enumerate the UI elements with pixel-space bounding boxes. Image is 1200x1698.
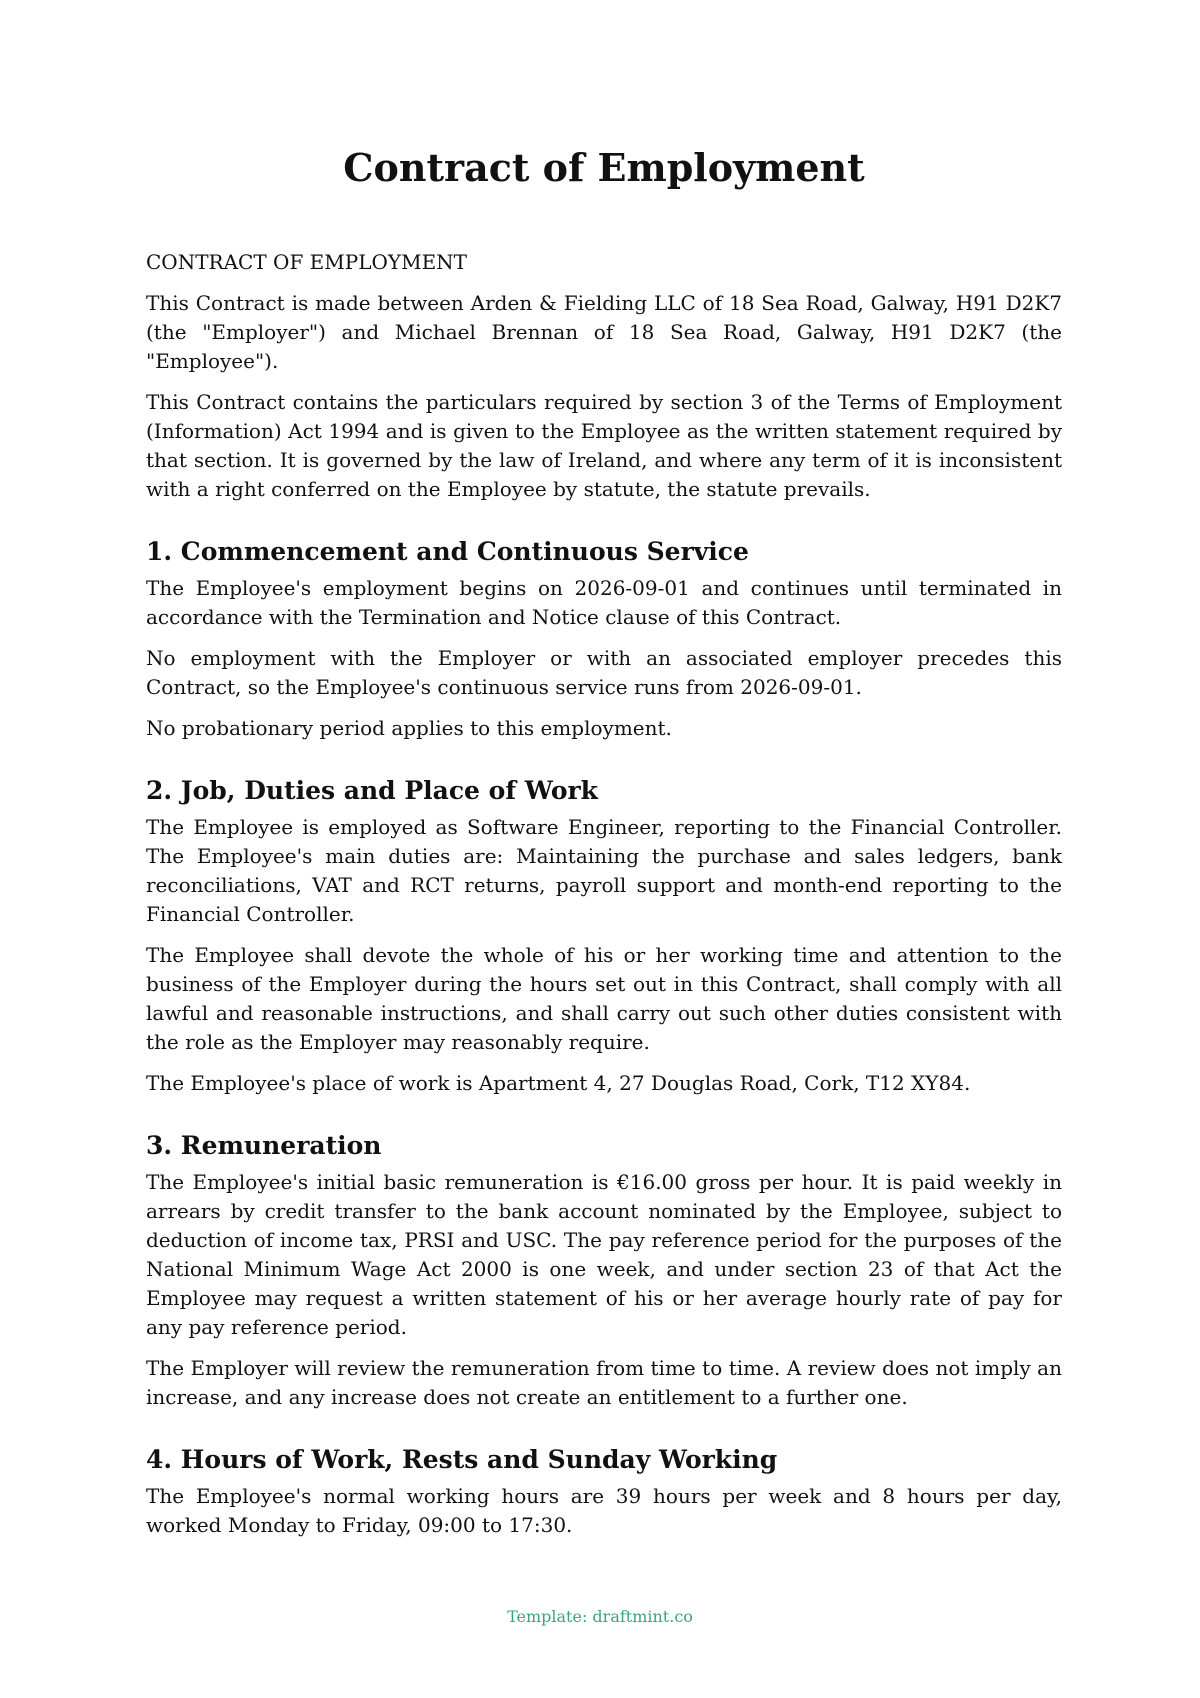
document-title: Contract of Employment [343, 145, 865, 190]
section-paragraph: The Employee's initial basic remuneration is €16.00 gross per hour. It is paid weekly in arrears by credit transfer to the bank account nominated by the Employee, subject to deduction of income tax, PRSI and USC. The pay reference period for the purposes of the National Minimum Wage Act 2000 is one week, and under section 23 of that Act the Employee may request a written statement of his or her average hourly rate of pay for any pay reference period. [146, 1170, 1062, 1339]
template-footer: Template: draftmint.co [507, 1607, 693, 1626]
section-paragraph: The Employee's normal working hours are 39 hours per week and 8 hours per day, worked Monday to Friday, 09:00 to 17:30. [146, 1484, 1062, 1537]
intro-parties-paragraph: This Contract is made between Arden & Fielding LLC of 18 Sea Road, Galway, H91 D2K7 (the "Employer") and Michael Brennan of 18 Sea Road, Galway, H91 D2K7 (the "Employee"). [146, 291, 1062, 373]
contract-heading-caps: CONTRACT OF EMPLOYMENT [146, 250, 468, 274]
section-heading-remuneration: 3. Remuneration [146, 1131, 382, 1160]
section-paragraph: The Employee's place of work is Apartment 4, 27 Douglas Road, Cork, T12 XY84. [146, 1071, 971, 1095]
document-body [146, 248, 1062, 1552]
section-paragraph: The Employee is employed as Software Engineer, reporting to the Financial Controller. The Employee's main duties are: Maintaining the purchase and sales ledgers, bank reconciliations, VAT and RCT returns, payroll support and month-end reporting to the Financial Controller. [146, 815, 1062, 926]
section-paragraph: The Employer will review the remuneration from time to time. A review does not imply an increase, and any increase does not create an entitlement to a further one. [146, 1356, 1062, 1409]
intro-statute-paragraph: This Contract contains the particulars required by section 3 of the Terms of Employment (Information) Act 1994 and is given to the Employee as the written statement required by that section. It is governed by the law of Ireland, and where any term of it is inconsistent with a right conferred on the Employee by statute, the statute prevails. [146, 390, 1062, 501]
section-heading-hours-of-work: 4. Hours of Work, Rests and Sunday Working [146, 1445, 778, 1474]
section-heading-commencement: 1. Commencement and Continuous Service [146, 537, 749, 566]
section-paragraph: The Employee's employment begins on 2026-09-01 and continues until terminated in accordance with the Termination and Notice clause of this Contract. [146, 576, 1062, 629]
section-paragraph: No employment with the Employer or with an associated employer precedes this Contract, so the Employee's continuous service runs from 2026-09-01. [146, 646, 1062, 699]
section-paragraph: The Employee shall devote the whole of his or her working time and attention to the business of the Employer during the hours set out in this Contract, shall comply with all lawful and reasonable instructions, and shall carry out such other duties consistent with the role as the Employer may reasonably require. [146, 943, 1062, 1054]
section-heading-job-duties: 2. Job, Duties and Place of Work [146, 776, 599, 805]
section-paragraph: No probationary period applies to this employment. [146, 716, 672, 740]
